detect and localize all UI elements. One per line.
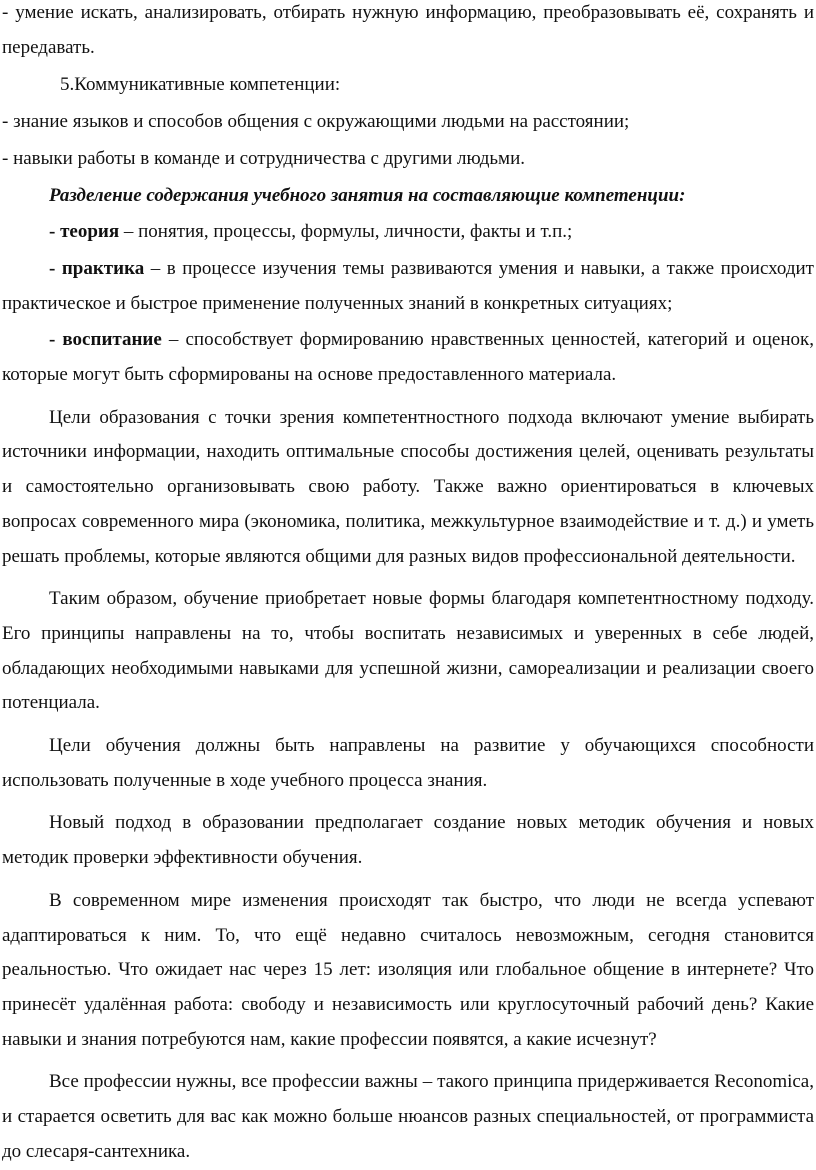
- paragraph-modern-world: В современном мире изменения происходят так быстро, что люди не всегда успевают адаптироваться к ним. То, что ещё недавно считалось невозможным, сегодня становится реальностью. Что ожидает нас через 15 лет: изоляция или глобальное общение в интернете? Что принесёт удалённая работа: свободу и независимость или круглосуточный рабочий день? Какие навыки и знания потребуются нам, какие профессии появятся, а какие исчезнут?: [2, 889, 814, 1050]
- heading-communicative-competences: 5.Коммуникативные компетенции:: [60, 74, 341, 96]
- paragraph-new-approach: Новый подход в образовании предполагает создание новых методик обучения и новых методик проверки эффективности обучения.: [2, 812, 814, 869]
- upbringing-text: – способствует формированию нравственных ценностей, категорий и оценок, которые могут быть сформированы на основе предоставленного материала.: [2, 329, 814, 386]
- practice-label: - практика: [49, 257, 145, 279]
- paragraph-practice: [2, 252, 814, 321]
- theory-text: – понятия, процессы, формулы, личности, факты и т.п.;: [119, 221, 573, 243]
- paragraph-skills-item: - умение искать, анализировать, отбирать нужную информацию, преобразовывать её, сохранять и передавать.: [2, 2, 814, 58]
- upbringing-label: - воспитание: [49, 329, 162, 351]
- paragraph-education-goals: Цели образования с точки зрения компетентностного подхода включают умение выбирать источники информации, находить оптимальные способы достижения целей, оценивать результаты и самостоятельно организовывать свою работу. Также важно ориентироваться в ключевых вопросах современного мира (экономика, политика, межкультурное взаимодействие и т. д.) и уметь решать проблемы, которые являются общими для разных видов профессиональной деятельности.: [2, 406, 814, 567]
- list-item-teamwork: - навыки работы в команде и сотрудничества с другими людьми.: [2, 147, 525, 169]
- practice-text: – в процессе изучения темы развиваются умения и навыки, а также происходит практическое и быстрое применение полученных знаний в конкретных ситуациях;: [2, 257, 814, 314]
- paragraph-theory: [2, 215, 814, 250]
- section-heading-lesson-division: Разделение содержания учебного занятия на составляющие компетенции:: [49, 184, 686, 206]
- paragraph-upbringing: [2, 323, 814, 392]
- theory-label: - теория: [49, 221, 120, 243]
- paragraph-thus: Таким образом, обучение приобретает новые формы благодаря компетентностному подходу. Его принципы направлены на то, чтобы воспитать независимых и уверенных в себе людей, обладающих необходимыми навыками для успешной жизни, самореализации и реализации своего потенциала.: [2, 588, 814, 714]
- paragraph-learning-goals: Цели обучения должны быть направлены на развитие у обучающихся способности использовать полученные в ходе учебного процесса знания.: [2, 735, 814, 791]
- paragraph-professions: Все профессии нужны, все профессии важны – такого принципа придерживается Reconomica, и старается осветить для вас как можно больше нюансов разных специальностей, от программиста до слесаря-сантехника.: [2, 1071, 814, 1162]
- list-item-languages: - знание языков и способов общения с окружающими людьми на расстоянии;: [2, 111, 630, 133]
